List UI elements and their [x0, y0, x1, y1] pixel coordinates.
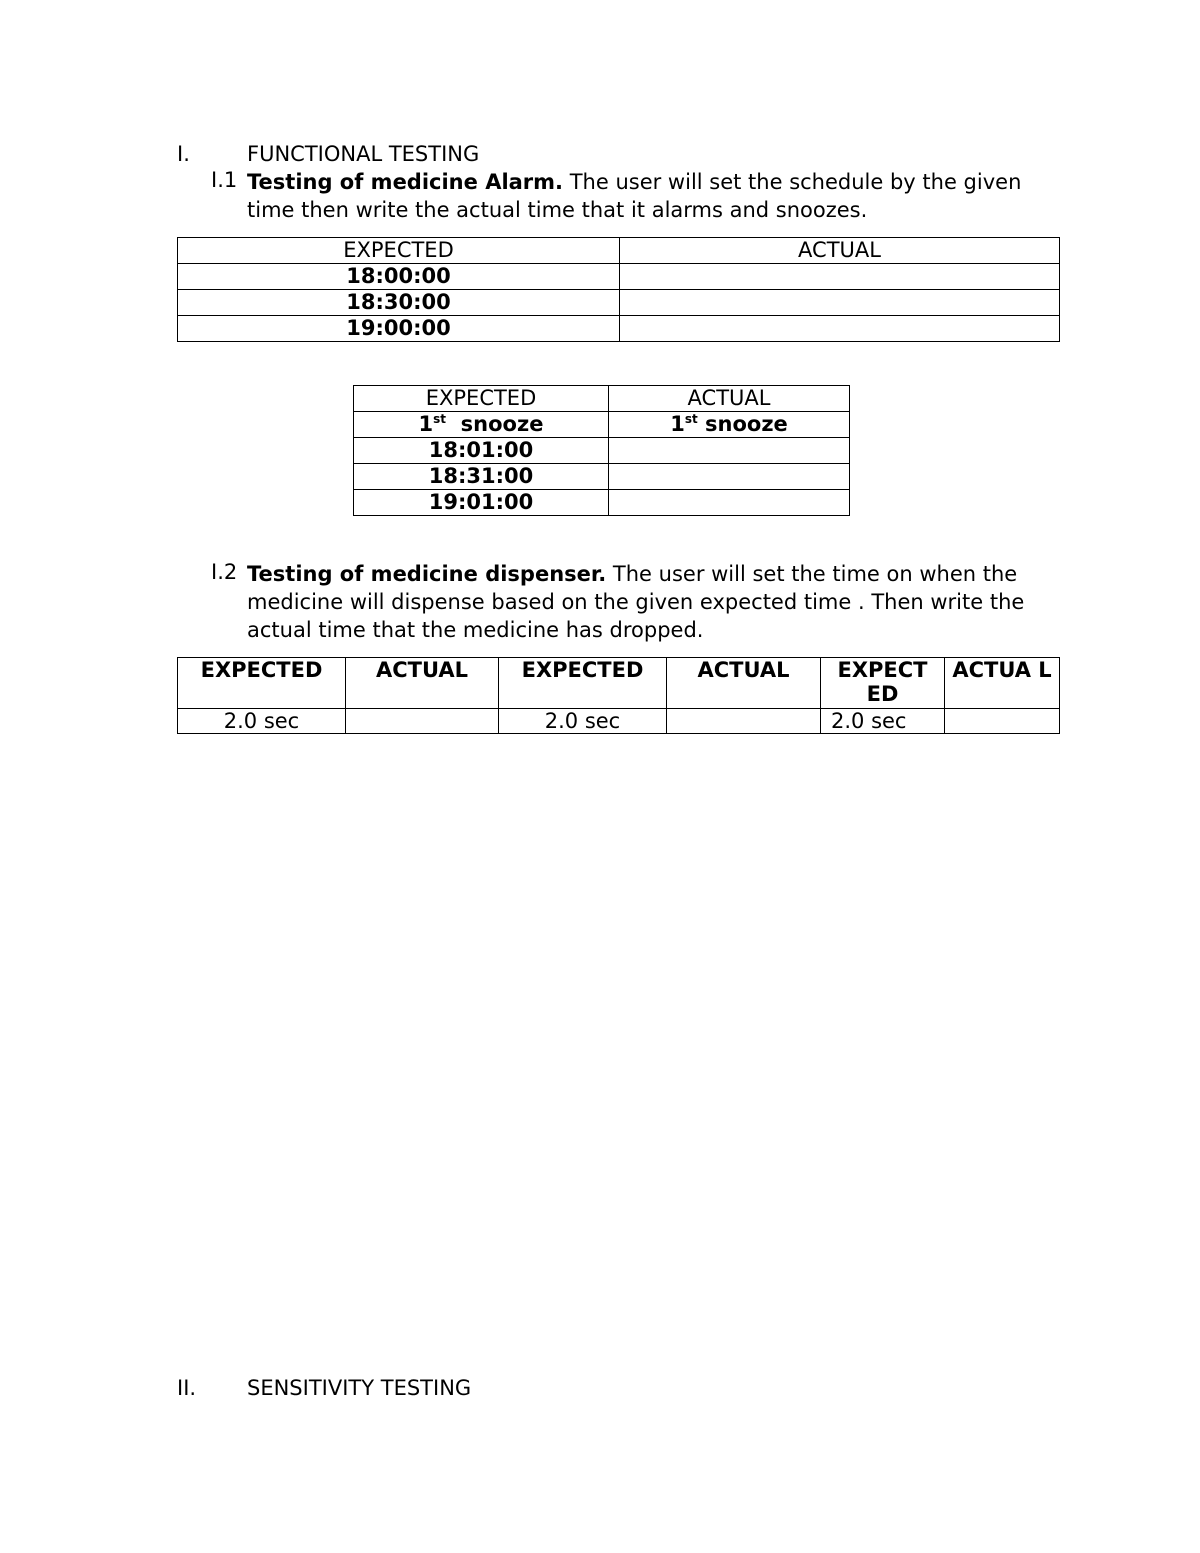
table-cell: [346, 709, 499, 734]
table-row: [354, 438, 850, 464]
snooze-word: snooze: [705, 412, 788, 436]
table-row: [178, 264, 1060, 290]
dispenser-table-header: EXPECTED: [178, 658, 346, 709]
table-cell: [620, 316, 1060, 342]
table-cell: 18:01:00: [354, 438, 609, 464]
table-cell: 18:30:00: [178, 290, 620, 316]
subsection-1-2-paragraph: [247, 560, 1061, 644]
snooze-label-actual: [609, 412, 850, 438]
alarm-table-header-expected: EXPECTED: [178, 238, 620, 264]
alarm-table: [177, 237, 1060, 342]
alarm-table-header-actual: ACTUAL: [620, 238, 1060, 264]
table-cell: [620, 290, 1060, 316]
subsection-1-2-number: I.2: [211, 560, 238, 584]
snooze-ordinal: 1: [418, 412, 434, 436]
table-cell: 2.0 sec: [499, 709, 667, 734]
dispenser-table-header: EXPECTED: [499, 658, 667, 709]
table-cell: 18:31:00: [354, 464, 609, 490]
snooze-word: snooze: [460, 412, 544, 436]
table-cell: 2.0 sec: [821, 709, 945, 734]
table-cell: [609, 464, 850, 490]
section-2-title: SENSITIVITY TESTING: [247, 1376, 472, 1400]
snooze-table: [353, 385, 850, 516]
table-cell: 2.0 sec: [178, 709, 346, 734]
table-row: [354, 464, 850, 490]
table-cell: [945, 709, 1060, 734]
table-cell: [609, 490, 850, 516]
table-cell: [667, 709, 821, 734]
snooze-ordinal-suffix: st: [433, 412, 447, 426]
snooze-table-header-expected: EXPECTED: [354, 386, 609, 412]
table-cell: 19:00:00: [178, 316, 620, 342]
table-cell: 19:01:00: [354, 490, 609, 516]
table-row: [178, 709, 1060, 734]
table-row: [354, 412, 850, 438]
dispenser-table: [177, 657, 1060, 734]
snooze-ordinal-suffix: st: [684, 412, 698, 426]
subsection-1-2-title: Testing of medicine dispenser.: [247, 562, 607, 586]
section-2-number: II.: [177, 1376, 197, 1400]
section-1-title: FUNCTIONAL TESTING: [247, 142, 480, 166]
dispenser-table-header: ACTUAL: [667, 658, 821, 709]
dispenser-table-header: EXPECT ED: [821, 658, 945, 709]
table-row: [178, 316, 1060, 342]
subsection-1-1-number: I.1: [211, 168, 238, 192]
dispenser-table-header: ACTUAL: [346, 658, 499, 709]
snooze-table-header-actual: ACTUAL: [609, 386, 850, 412]
table-cell: 18:00:00: [178, 264, 620, 290]
subsection-1-1-paragraph: [247, 168, 1061, 224]
dispenser-table-header: ACTUA L: [945, 658, 1060, 709]
snooze-label-expected: [354, 412, 609, 438]
table-cell: [609, 438, 850, 464]
table-row: [354, 490, 850, 516]
table-cell: [620, 264, 1060, 290]
section-1-number: I.: [177, 142, 190, 166]
subsection-1-1-title: Testing of medicine Alarm.: [247, 170, 564, 194]
subsection-1-1-text: The user will set the schedule by the given time then write the actual time that it alarms and snoozes.: [247, 170, 1022, 222]
snooze-ordinal: 1: [670, 412, 685, 436]
table-row: [178, 290, 1060, 316]
subsection-1-2-text: The user will set the time on when the medicine will dispense based on the given expected time . Then write the actual time that the medicine has dropped.: [247, 562, 1025, 642]
